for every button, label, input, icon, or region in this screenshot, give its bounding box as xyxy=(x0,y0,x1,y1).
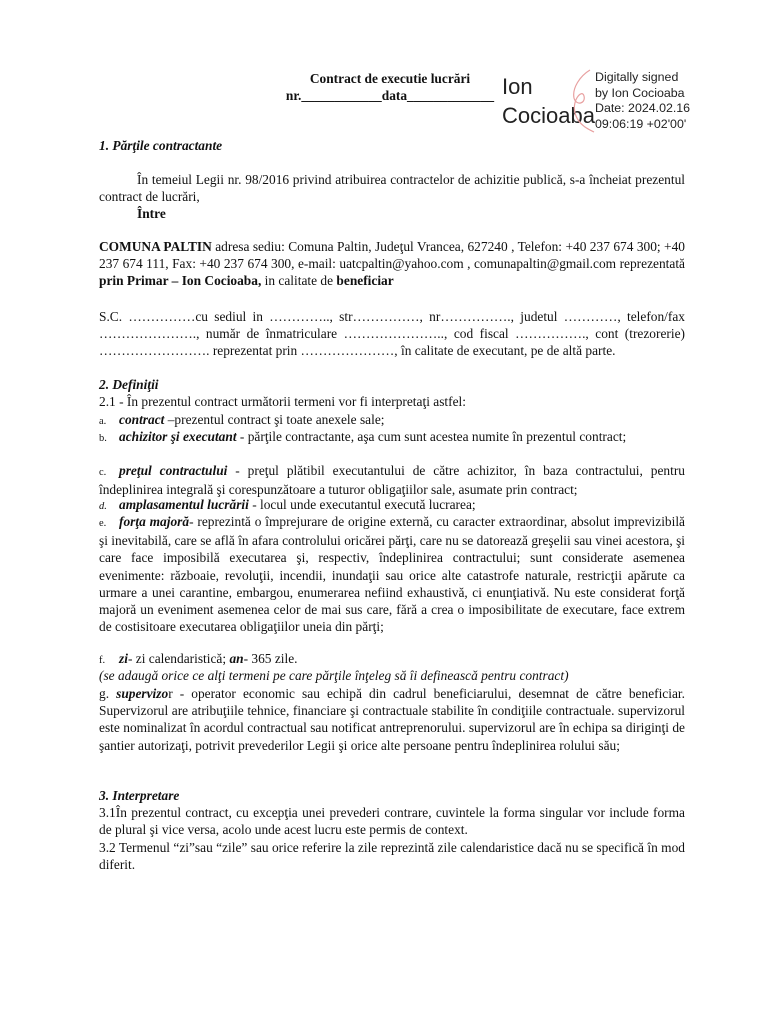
definitions-note: (se adaugă orice ce alţi termeni pe care părţile înţeleg să îi definească pentru contract) xyxy=(99,668,569,683)
signature-mark-icon xyxy=(560,66,600,136)
party-1-details: adresa sediu: Comuna Paltin, Judeţul Vrancea, 627240 , Telefon: +40 237 674 300; +40 237 674 111, Fax: +40 237 674 300, e-mail: uatcpaltin@yahoo.com , comunapaltin@gmail.com reprezentată xyxy=(99,239,685,272)
definition-term: forţa majoră xyxy=(119,514,190,529)
section-3-paragraph-1: 3.1În prezentul contract, cu excepţia unei prevederi contrare, cuvintele la forma singular vor include forma de plural şi vice versa, acolo unde acest lucru este permis de context. xyxy=(99,805,685,838)
definition-index: c. xyxy=(99,467,107,478)
definition-index: g. xyxy=(99,686,117,701)
section-1-intro: În temeiul Legii nr. 98/2016 privind atribuirea contractelor de achizitie publică, s-a încheiat prezentul contract de lucrări, xyxy=(99,172,685,205)
definition-item xyxy=(99,428,685,447)
definition-index: a. xyxy=(99,416,107,427)
signature-name-line1: Ion xyxy=(502,74,533,99)
definition-index: b. xyxy=(99,433,107,444)
definition-term: zi xyxy=(119,651,128,666)
signature-detail-line: 09:06:19 +02'00' xyxy=(595,116,687,131)
section-2-title: 2. Definiţii xyxy=(99,377,159,392)
definition-term: an xyxy=(229,651,244,666)
definition-term: achizitor şi executant xyxy=(119,429,237,444)
section-3-title: 3. Interpretare xyxy=(99,788,180,803)
party-1-representative: prin Primar – Ion Cocioaba, xyxy=(99,273,262,289)
document-title: Contract de executie lucrări xyxy=(309,71,471,86)
document-title-block xyxy=(280,70,500,104)
definition-text: - locul unde executantul execută lucrarea; xyxy=(248,497,476,512)
definition-term: supervizo xyxy=(116,686,169,701)
definition-text: - operator economic sau echipă din cadrul beneficiarului, desemnat de către beneficiar. Supervizorul are atribuţiile tehnice, financiare şi contractuale stabilite în condiţiile contractuale. supervizorul este nominalizat în acordul contractual sau notificat antreprenorului. supervizorul are în echipa sa diriginţi de şantier autorizaţi, potrivit prevederilor Legii şi orice alte persoane pentru îndeplinirea rolului său; xyxy=(99,686,685,753)
signature-detail-line: by Ion Cocioaba xyxy=(595,85,685,100)
definition-text: - zi calendaristică; xyxy=(127,651,230,666)
definition-item xyxy=(99,513,685,635)
party-1-paragraph xyxy=(99,238,685,290)
document-number-date: nr.____________data_____________ xyxy=(285,88,495,103)
section-3-paragraph-2: 3.2 Termenul “zi”sau “zile” sau orice referire la zile reprezintă zile calendaristice dacă nu se specifică în mod diferit. xyxy=(99,840,685,873)
definition-text: - 365 zile. xyxy=(243,651,298,666)
party-1-name: COMUNA PALTIN xyxy=(99,239,212,254)
definition-item-g xyxy=(99,685,685,754)
section-2-intro: 2.1 - În prezentul contract următorii termeni vor fi interpretaţi astfel: xyxy=(99,394,466,409)
definition-text: –prezentul contract şi toate anexele sale; xyxy=(164,412,385,427)
definition-index: d. xyxy=(99,501,107,512)
party-1-role-prefix: in calitate de xyxy=(261,273,337,289)
definition-item xyxy=(99,462,685,498)
definition-text: - reprezintă o împrejurare de origine externă, cu caracter extraordinar, absolut imprevizibilă şi inevitabilă, care se află în afara controlului oricărei părţi, care nu se datorează greşelii sau vinei acestora, şi care face imposibilă executarea şi, respectiv, îndeplinirea contractului; sunt considerate asemenea evenimente: războaie, revoluţii, incendii, inundaţii sau orice alte catastrofe naturale, restricţii apărute ca urmare a unei carantine, embargou, enumerarea nefiind exhaustivă, ci enunţiativă. Nu este considerat forţă majoră un eveniment asemenea celor de mai sus care, fără a crea o imposibilitate de executare, face extrem de costisitoare executarea obligaţiilor uneia din părţi; xyxy=(99,514,686,635)
definition-text: - preţul plătibil executantului de către achizitor, în baza contractului, pentru îndeplinirea integrală şi corespunzătoare a tuturor obligaţiilor sale, asumate prin contract; xyxy=(99,463,685,498)
definition-index: f. xyxy=(99,655,106,666)
signature-name-line2: Cocioaba xyxy=(502,103,595,128)
definition-term: contract xyxy=(119,412,165,427)
definition-index: e. xyxy=(99,518,107,529)
party-1-role: beneficiar xyxy=(336,273,394,289)
signature-details xyxy=(595,70,690,132)
definition-term: preţul contractului xyxy=(119,463,228,478)
section-1-title: 1. Părţile contractante xyxy=(99,138,223,153)
definition-term: amplasamentul lucrării xyxy=(119,497,249,512)
signature-detail-line: Digitally signed xyxy=(595,70,679,84)
definition-term-suffix: r xyxy=(168,686,173,701)
signature-detail-line: Date: 2024.02.16 xyxy=(595,101,691,116)
party-2-paragraph: S.C. ……………cu sediul in ………….., str……………, nr……………., judetul …………, telefon/fax …………………., număr de înmatriculare ………………….., cod fiscal ……………., cont (trezorerie) ……………………. reprezentat prin …………………, în calitate de executant, pe de altă parte. xyxy=(99,309,685,359)
definition-text: - părţile contractante, aşa cum sunt acestea numite în prezentul contract; xyxy=(236,429,627,444)
section-1-between: Între xyxy=(137,206,166,221)
